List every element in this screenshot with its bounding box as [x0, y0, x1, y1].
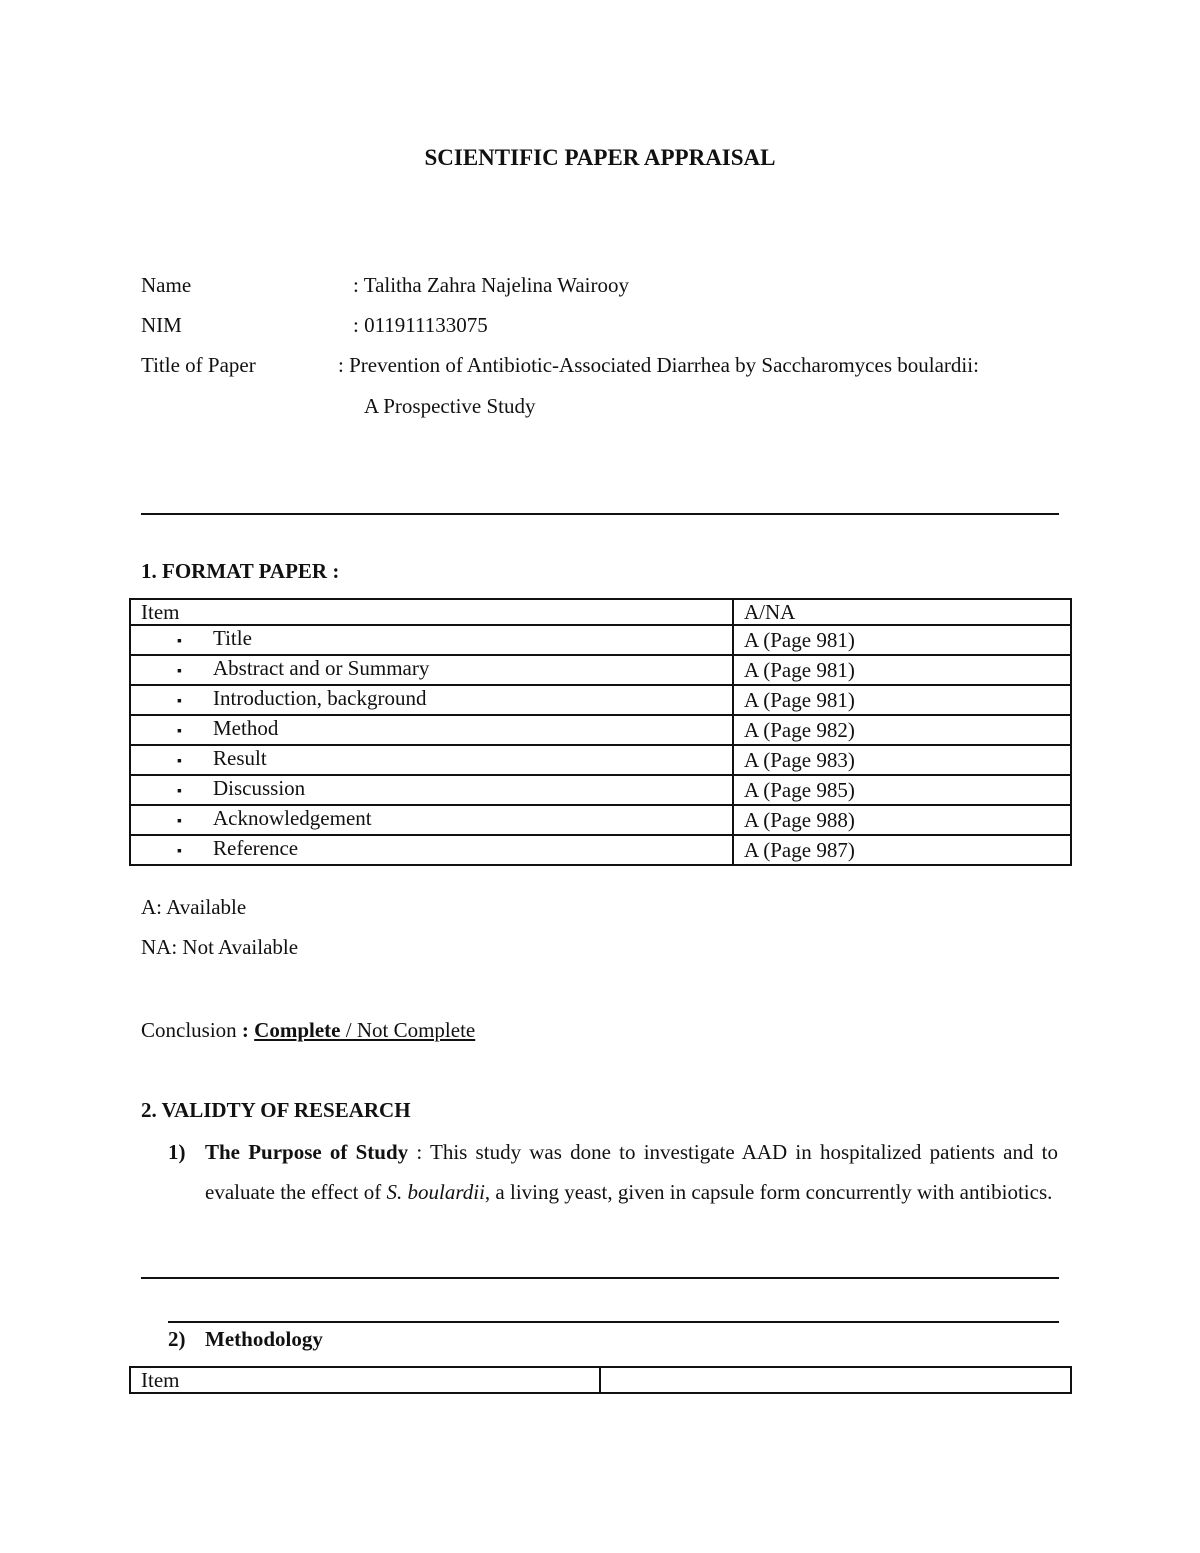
conclusion-line: [141, 1018, 475, 1043]
row-item: Abstract and or Summary: [213, 656, 430, 680]
table-row: [130, 655, 1071, 685]
conclusion-not-complete: / Not Complete: [340, 1018, 476, 1042]
conclusion-colon: :: [236, 1018, 255, 1042]
row-item: Acknowledgement: [213, 806, 372, 830]
row-item: Result: [213, 746, 267, 770]
methodology-header-item: Item: [130, 1367, 600, 1393]
purpose-label: The Purpose of Study: [205, 1140, 409, 1164]
name-value: : Talitha Zahra Najelina Wairooy: [353, 273, 629, 297]
purpose-number: 1): [168, 1140, 186, 1164]
table-header-availability: A/NA: [733, 599, 1071, 625]
table-header-row: [130, 1367, 1071, 1393]
row-value: A (Page 982): [733, 715, 1071, 745]
purpose-species: S. boulardii: [386, 1180, 485, 1204]
table-row: [130, 835, 1071, 865]
row-value: A (Page 988): [733, 805, 1071, 835]
row-value: A (Page 981): [733, 655, 1071, 685]
bullet-icon: ▪: [177, 844, 182, 859]
row-item: Reference: [213, 836, 299, 860]
bullet-icon: ▪: [177, 784, 182, 799]
nim-value: : 011911133075: [353, 313, 488, 337]
table-row: [130, 775, 1071, 805]
table-row: [130, 745, 1071, 775]
bullet-icon: ▪: [177, 754, 182, 769]
paper-title-value-line2: A Prospective Study: [364, 394, 536, 418]
bullet-icon: ▪: [177, 664, 182, 679]
document-title: SCIENTIFIC PAPER APPRAISAL: [424, 145, 776, 170]
validity-heading: 2. VALIDTY OF RESEARCH: [141, 1098, 411, 1122]
legend-available: A: Available: [141, 895, 247, 919]
row-item: Discussion: [213, 776, 306, 800]
row-value: A (Page 981): [733, 625, 1071, 655]
table-header-row: [130, 599, 1071, 625]
row-item: Introduction, background: [213, 686, 427, 710]
row-value: A (Page 981): [733, 685, 1071, 715]
methodology-header-empty: [600, 1367, 1071, 1393]
paper-title-label: Title of Paper: [141, 353, 256, 377]
purpose-text-1: : This study was done to investigate AAD in hospitalized patients and to evaluate the effect of: [205, 1140, 1059, 1204]
purpose-text-2: , a living yeast, given in capsule form concurrently with antibiotics.: [484, 1180, 1053, 1204]
legend-not-available: NA: Not Available: [141, 935, 299, 959]
methodology-table: [129, 1366, 1072, 1394]
bullet-icon: ▪: [177, 724, 182, 739]
methodology-number: 2): [168, 1327, 186, 1351]
nim-label: NIM: [141, 313, 182, 337]
row-item: Method: [213, 716, 279, 740]
bullet-icon: ▪: [177, 814, 182, 829]
divider-line: [141, 513, 1059, 515]
divider-line: [168, 1321, 1059, 1323]
conclusion-complete: Complete: [254, 1018, 341, 1042]
table-row: [130, 715, 1071, 745]
conclusion-label: Conclusion: [141, 1018, 237, 1042]
table-header-item: Item: [130, 599, 733, 625]
paper-title-value-line1: : Prevention of Antibiotic-Associated Diarrhea by Saccharomyces boulardii:: [338, 353, 979, 377]
bullet-icon: ▪: [177, 634, 182, 649]
row-value: A (Page 983): [733, 745, 1071, 775]
purpose-paragraph: [205, 1132, 1058, 1212]
table-row: [130, 625, 1071, 655]
table-row: [130, 685, 1071, 715]
row-item: Title: [213, 626, 252, 650]
bullet-icon: ▪: [177, 694, 182, 709]
row-value: A (Page 987): [733, 835, 1071, 865]
divider-line: [141, 1277, 1059, 1279]
table-row: [130, 805, 1071, 835]
format-paper-heading: 1. FORMAT PAPER :: [141, 559, 340, 583]
format-paper-table: [129, 598, 1072, 866]
methodology-heading: Methodology: [205, 1327, 323, 1351]
name-label: Name: [141, 273, 192, 297]
row-value: A (Page 985): [733, 775, 1071, 805]
